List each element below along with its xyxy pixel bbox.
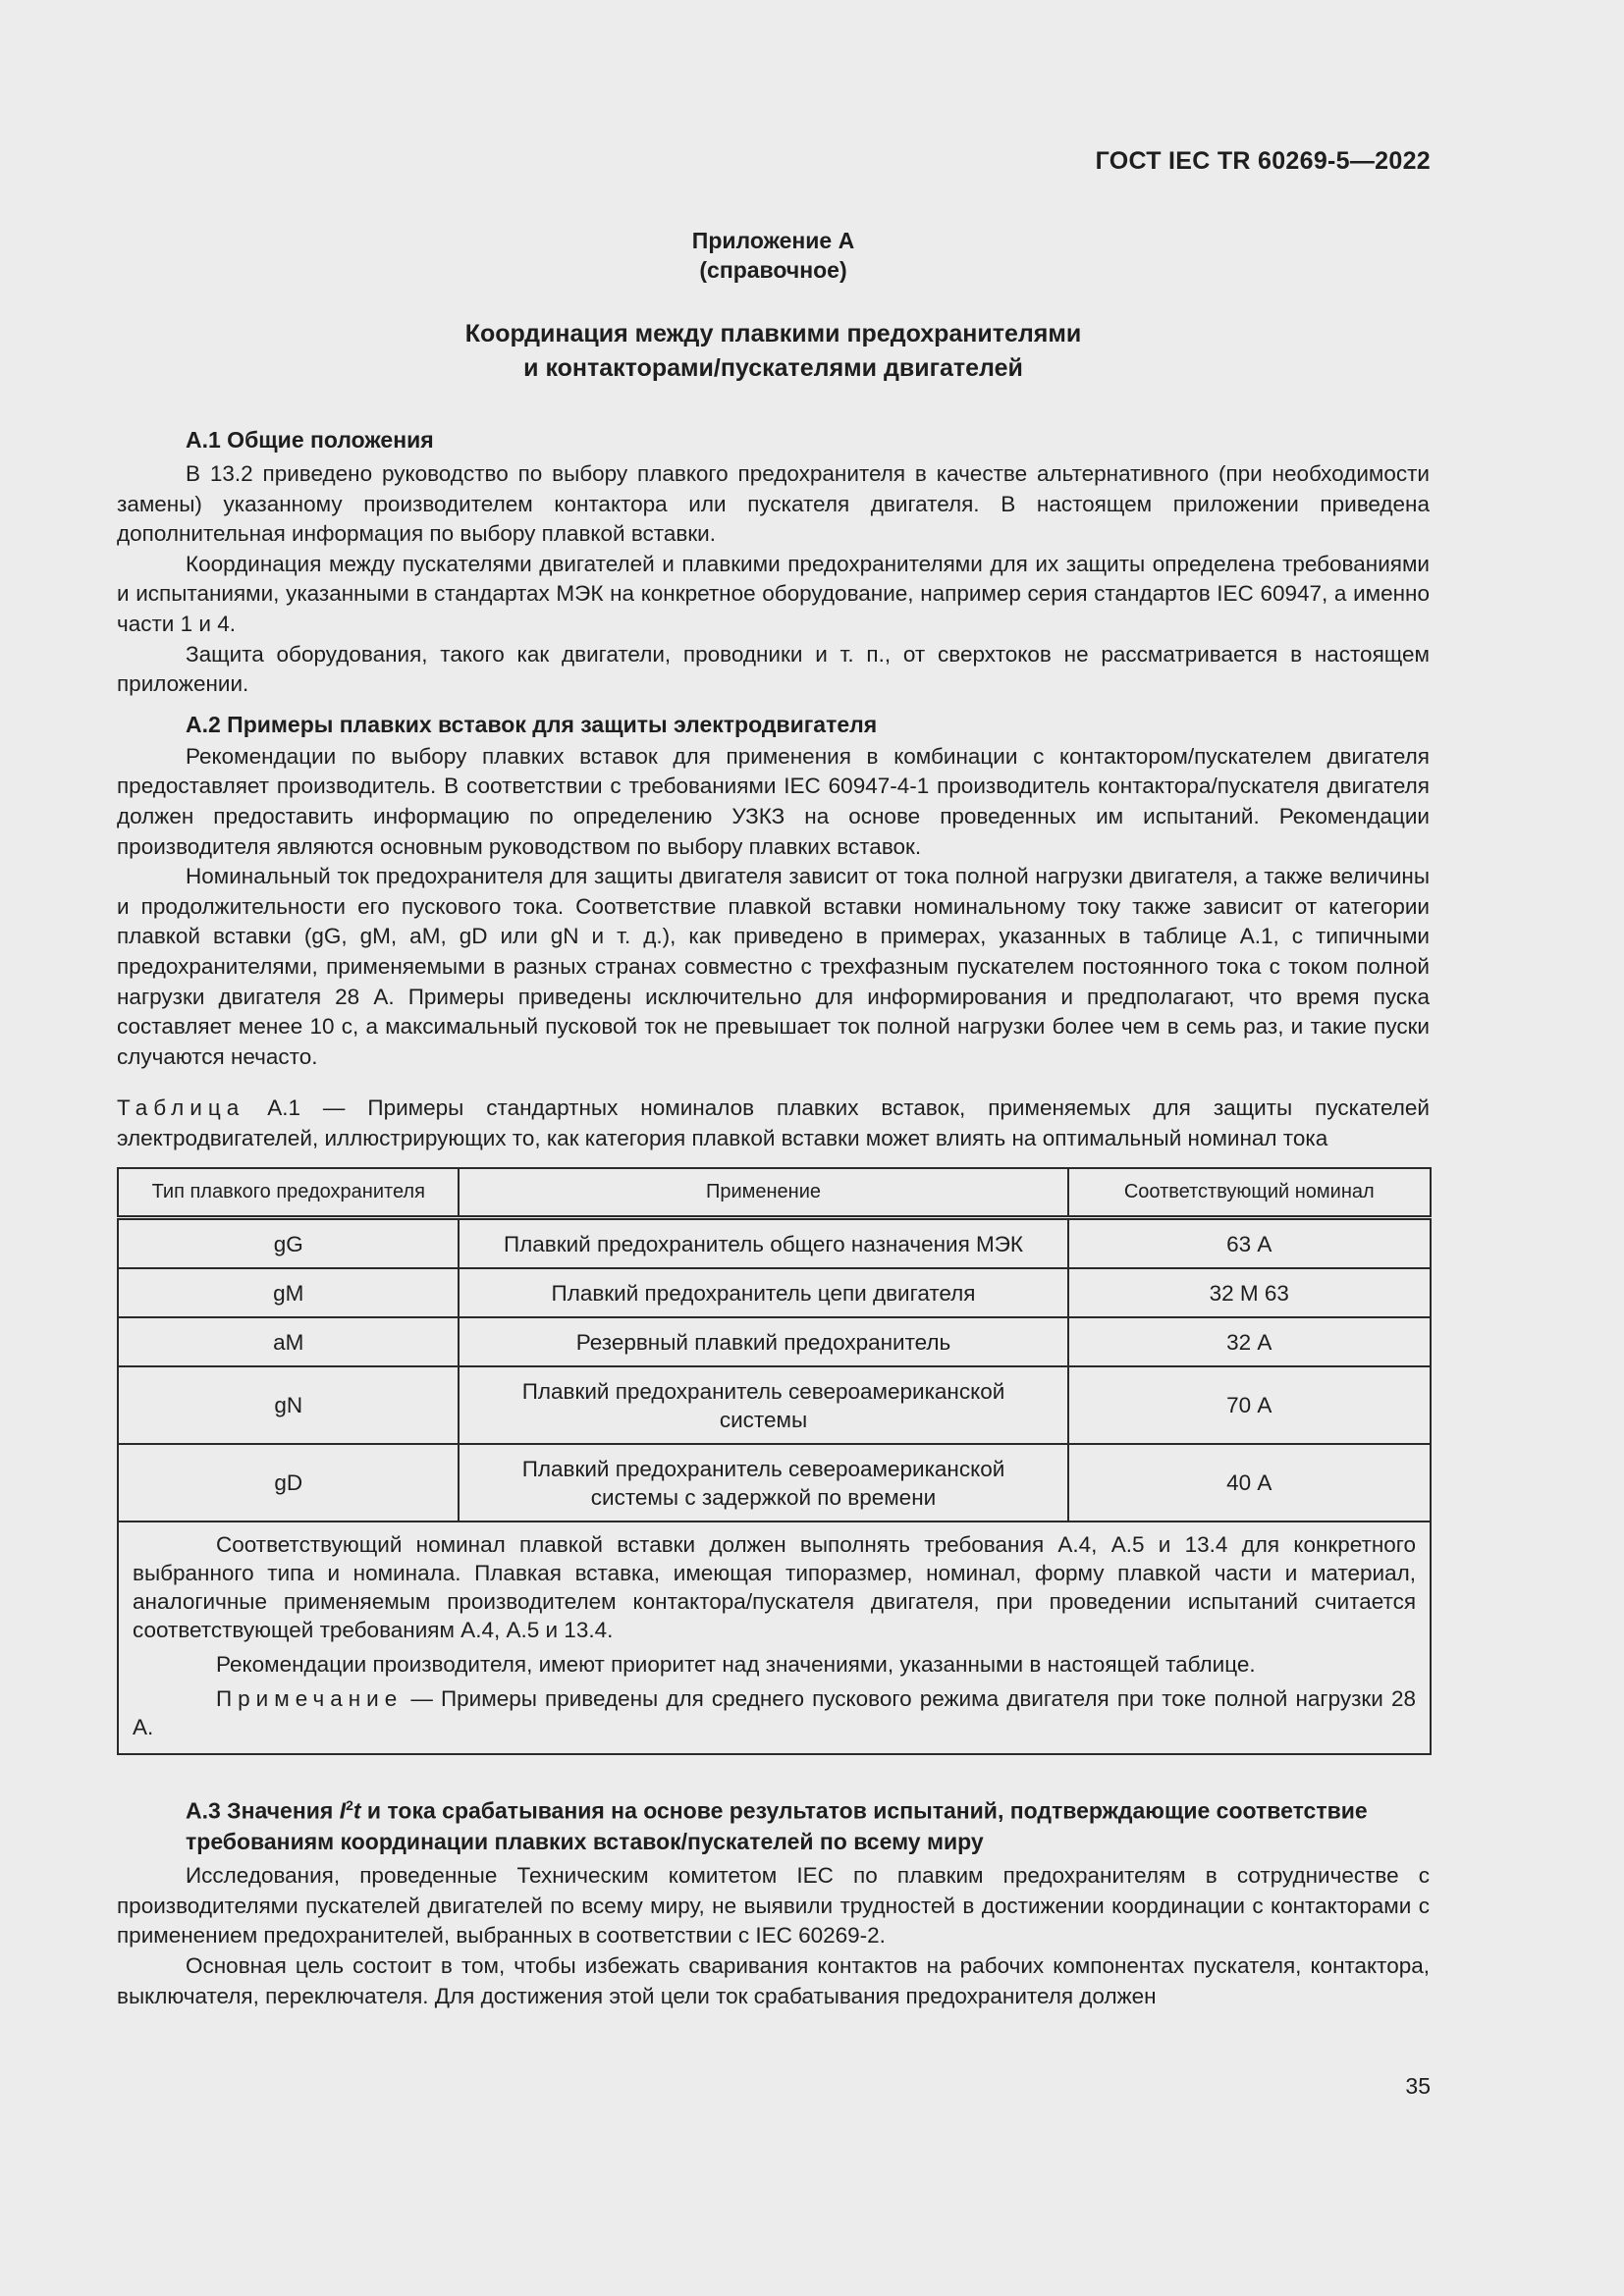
table-cell: Плавкий предохранитель североамериканской системы с задержкой по времени: [459, 1444, 1067, 1522]
title-line-2: и контакторами/пускателями двигателей: [523, 354, 1023, 382]
heading-rest: и тока срабатывания на основе результатов испытаний, подтверждающие соответствие требованиям координации плавких вставок/пускателей по всему миру: [186, 1798, 1368, 1855]
heading-superscript: 2: [346, 1797, 353, 1814]
appendix-title: Приложение А: [691, 228, 855, 253]
standard-header: ГОСТ IEC TR 60269-5—2022: [1095, 147, 1431, 175]
heading-symbol-i: I: [339, 1798, 347, 1825]
note-text: — Примеры приведены для среднего пускового режима двигателя при токе полной нагрузки 28 А.: [133, 1686, 1416, 1740]
table-cell: Плавкий предохранитель общего назначения МЭК: [459, 1218, 1067, 1269]
table-cell: Плавкий предохранитель североамериканской системы: [459, 1366, 1067, 1444]
table-row: [118, 1218, 1431, 1269]
section-a1-heading: А.1 Общие положения: [186, 427, 434, 453]
section-a3-heading: [117, 1790, 1430, 1857]
section-a2-paragraph: Рекомендации по выбору плавких вставок для применения в комбинации с контактором/пускателем двигателя предоставляет производитель. В соответствии с требованиями IEC 60947-4-1 производитель контактора/пускателя двигателя должен предоставить информацию по определению УЗКЗ на основе проведенных им испытаний. Рекомендации производителя являются основным руководством по выбору плавких вставок.: [117, 743, 1430, 859]
table-header-row: [118, 1168, 1431, 1218]
table-cell: 32 А: [1068, 1317, 1431, 1366]
appendix-label: [117, 226, 1430, 285]
table-cell: 63 А: [1068, 1218, 1431, 1269]
section-a3-paragraph: Исследования, проведенные Техническим комитетом IEC по плавким предохранителям в сотрудничестве с производителями пускателей двигателей по всему миру, не выявили трудностей в достижении координации с контакторами с применением предохранителей, выбранных в соответствии с IEC 60269-2.: [117, 1863, 1430, 1949]
appendix-kind: (справочное): [699, 257, 847, 283]
table-caption-label: Таблица: [117, 1095, 245, 1121]
table-row: [118, 1317, 1431, 1366]
page-number: 35: [1405, 2073, 1431, 2099]
table-row: [118, 1444, 1431, 1522]
fuse-table: [117, 1167, 1432, 1755]
section-a3-paragraph: Основная цель состоит в том, чтобы избежать сваривания контактов на рабочих компонентах пускателя, контактора, выключателя, переключателя. Для достижения этой цели ток срабатывания предохранителя должен: [117, 1952, 1430, 2008]
table-row: [118, 1268, 1431, 1317]
table-footer: [118, 1522, 1431, 1754]
main-content: [117, 425, 1430, 2011]
table-cell: aM: [118, 1317, 459, 1366]
table-header-cell: Соответствующий номинал: [1068, 1168, 1431, 1218]
table-cell: Плавкий предохранитель цепи двигателя: [459, 1268, 1067, 1317]
table-caption: [117, 1094, 1430, 1153]
table-cell: 32 M 63: [1068, 1268, 1431, 1317]
section-a2-heading: А.2 Примеры плавких вставок для защиты электродвигателя: [186, 711, 878, 737]
note-label: Примечание: [216, 1686, 404, 1712]
table-footer-row: [118, 1522, 1431, 1754]
table-cell: 70 А: [1068, 1366, 1431, 1444]
table-header-cell: Тип плавкого предохранителя: [118, 1168, 459, 1218]
table-cell: Резервный плавкий предохранитель: [459, 1317, 1067, 1366]
section-a2-paragraph: Номинальный ток предохранителя для защиты двигателя зависит от тока полной нагрузки двигателя, а также величины и продолжительности его пускового тока. Соответствие плавкой вставки номинальному току также зависит от категории плавкой вставки (gG, gM, aM, gD или gN и т. д.), как приведено в примерах, указанных в таблице А.1, с типичными предохранителями, применяемыми в разных странах совместно с трехфазным пускателем постоянного тока с током полной нагрузки двигателя 28 А. Примеры приведены исключительно для информирования и предполагают, что время пуска составляет менее 10 с, а максимальный пусковой ток не превышает ток полной нагрузки более чем в семь раз, и такие пуски случаются нечасто.: [117, 864, 1430, 1069]
table-footer-text: Рекомендации производителя, имеют приоритет над значениями, указанными в настоящей таблице.: [216, 1652, 1256, 1678]
table-row: [118, 1366, 1431, 1444]
table-footer-text: Соответствующий номинал плавкой вставки должен выполнять требования А.4, А.5 и 13.4 для конкретного выбранного типа и номинала. Плавкая вставка, имеющая типоразмер, номинал, форму плавкой части и материал, аналогичные применяемым производителем контактора/пускателя двигателя, при проведении испытаний считается соответствующей требованиям А.4, А.5 и 13.4.: [133, 1532, 1416, 1643]
section-a1-paragraph: В 13.2 приведено руководство по выбору плавкого предохранителя в качестве альтернативного (при необходимости замены) указанному производителем контактора или пускателя двигателя. В настоящем приложении приведена дополнительная информация по выбору плавкой вставки.: [117, 461, 1430, 547]
heading-prefix: А.3 Значения: [186, 1798, 340, 1825]
section-a1-paragraph: Координация между пускателями двигателей и плавкими предохранителями для их защиты определена требованиями и испытаниями, указанными в стандартах МЭК на конкретное оборудование, например серия стандартов IEC 60947, а именно части 1 и 4.: [117, 551, 1430, 636]
table-cell: gD: [118, 1444, 459, 1522]
heading-symbol-t: t: [352, 1798, 361, 1825]
table-cell: gN: [118, 1366, 459, 1444]
table-cell: gM: [118, 1268, 459, 1317]
table-header-cell: Применение: [459, 1168, 1067, 1218]
table-cell: gG: [118, 1218, 459, 1269]
section-a1-paragraph: Защита оборудования, такого как двигатели, проводники и т. п., от сверхтоков не рассматривается в настоящем приложении.: [117, 641, 1430, 697]
document-title: [117, 317, 1430, 386]
table-cell: 40 А: [1068, 1444, 1431, 1522]
title-line-1: Координация между плавкими предохранителями: [464, 320, 1082, 347]
table-note: [133, 1684, 1416, 1741]
table-caption-text: А.1 — Примеры стандартных номиналов плавких вставок, применяемых для защиты пускателей электродвигателей, иллюстрирующих то, как категория плавкой вставки может влиять на оптимальный номинал тока: [117, 1095, 1430, 1150]
